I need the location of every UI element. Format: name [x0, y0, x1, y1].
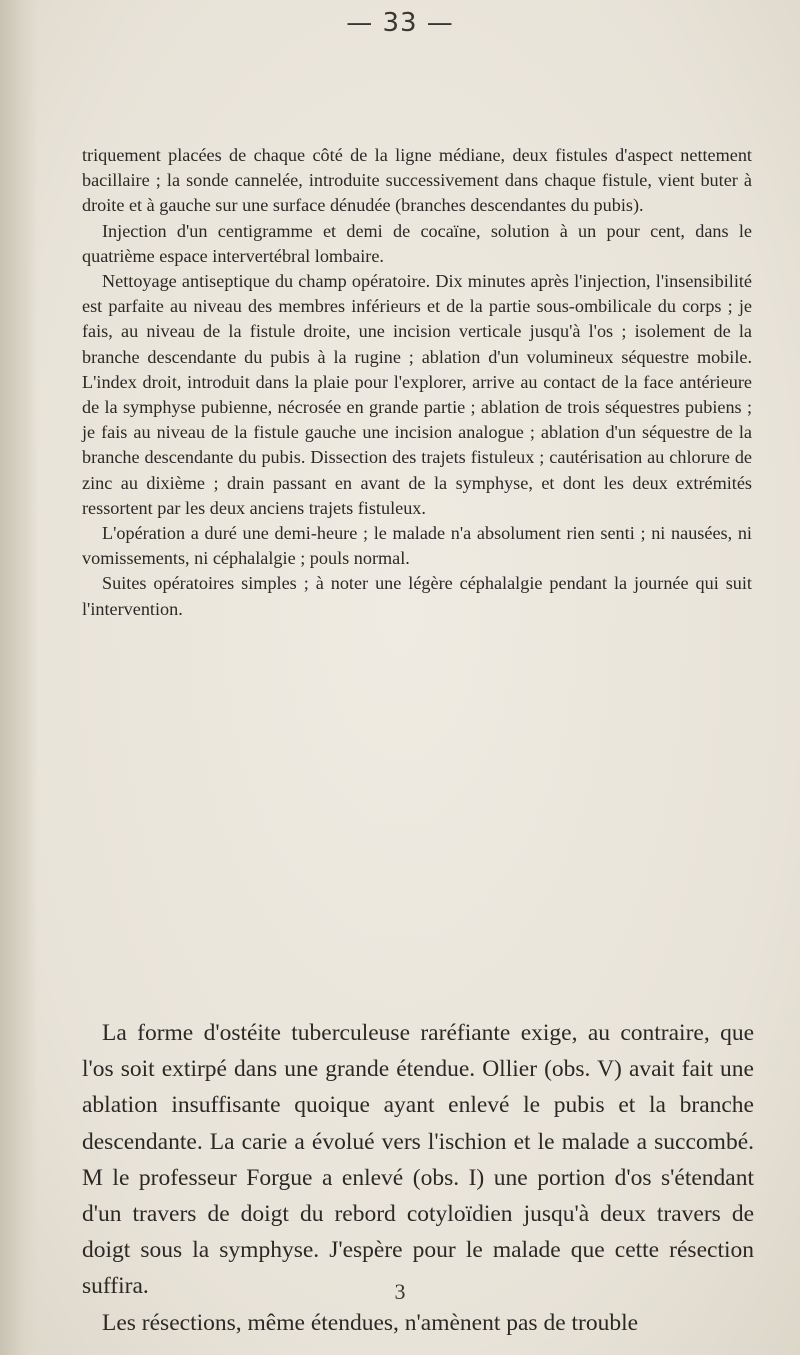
signature-mark: 3	[394, 1279, 406, 1304]
paragraph-operation: Nettoyage antiseptique du champ opératoire. Dix minutes après l'injection, l'insensibilité est parfaite au niveau des membres inférieurs et de la partie sous-ombilicale du corps ; je fais, au niveau de la fistule droite, une incision verticale jusqu'à l'os ; isolement de la branche descendante du pubis à la rugine ; ablation d'un volumineux séquestre mobile. L'index droit, introduit dans la plaie pour l'explorer, arrive au contact de la face antérieure de la symphyse pubienne, nécrosée en grande partie ; ablation de trois séquestres pubiens ; je fais au niveau de la fistule gauche une incision analogue ; ablation d'un séquestre de la branche descendante du pubis. Dissection des trajets fistuleux ; cautérisation au chlorure de zinc au dixième ; drain passant en avant de la symphyse, et dont les deux extrémités ressortent par les deux anciens trajets fistuleux.	[82, 271, 752, 518]
paragraph-aftermath: Suites opératoires simples ; à noter une légère céphalalgie pendant la journée qui suit l'intervention.	[82, 573, 752, 619]
paragraph-duration: L'opération a duré une demi-heure ; le malade n'a absolument rien senti ; ni nausées, ni vomissements, ni céphalalgie ; pouls normal.	[82, 523, 752, 569]
page-gutter-shadow	[0, 0, 38, 1355]
paragraph-fistulas: triquement placées de chaque côté de la ligne médiane, deux fistules d'aspect nettement bacillaire ; la sonde cannelée, introduite successivement dans chaque fistule, vient buter à droite et à gauche sur une surface dénudée (branches descendantes du pubis).	[82, 145, 752, 216]
paragraph-rarefying-osteitis: La forme d'ostéite tuberculeuse raréfiante exige, au contraire, que l'os soit extirpé dans une grande étendue. Ollier (obs. V) avait fait une ablation insuffisante quoique ayant enlevé le pubis et la branche descendante. La carie a évolué vers l'ischion et le malade a succombé. M le professeur Forgue a enlevé (obs. I) une portion d'os s'étendant d'un travers de doigt du rebord cotyloïdien jusqu'à deux travers de doigt sous la symphyse. J'espère pour le malade que cette résection suffira.	[82, 1020, 754, 1300]
paragraph-injection: Injection d'un centigramme et demi de cocaïne, solution à un pour cent, dans le quatrième espace intervertébral lombaire.	[82, 220, 752, 266]
case-report-text	[82, 143, 752, 622]
paragraph-resections: Les résections, même étendues, n'amènent pas de trouble	[102, 1309, 639, 1336]
page-number: — 33 —	[346, 8, 454, 38]
